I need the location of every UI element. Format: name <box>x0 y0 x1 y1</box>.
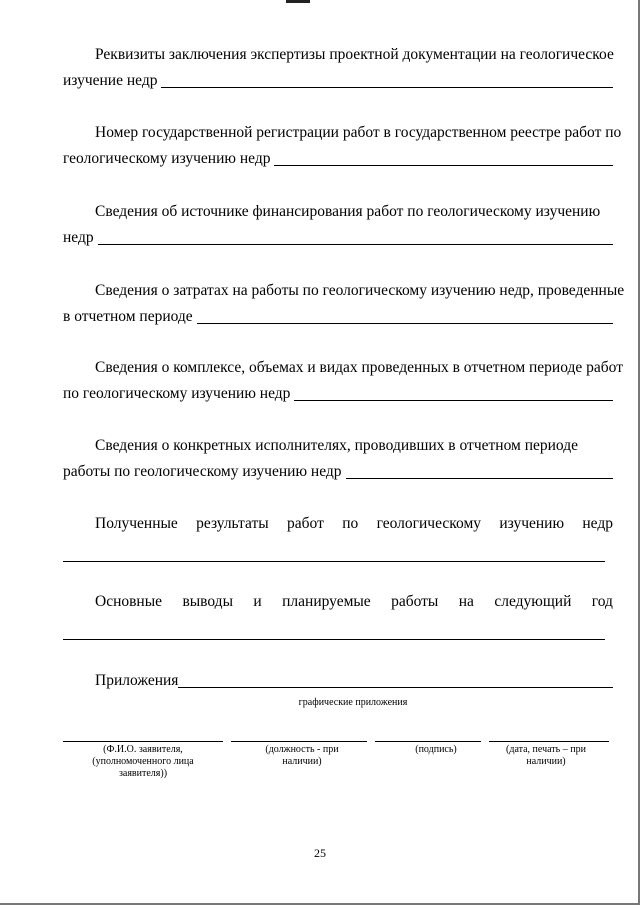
field-blank-line[interactable] <box>346 477 613 479</box>
field-label-line2: недр <box>63 229 94 246</box>
signature-caption-date: (дата, печать – при наличии) <box>506 744 586 767</box>
field-financing-source <box>63 199 613 251</box>
field-blank-line[interactable] <box>98 243 613 245</box>
signature-line-signature[interactable] <box>375 741 481 742</box>
field-label-line2: работы по геологическому изучению недр <box>63 463 342 480</box>
field-work-scope <box>63 355 623 407</box>
conclusions-label: Основные выводы и планируемые работы на следующий год <box>95 593 613 610</box>
field-label-line1: Реквизиты заключения экспертизы проектной документации на геологическое <box>95 46 614 63</box>
signature-line-date[interactable] <box>489 741 609 742</box>
field-label-line1: Сведения о конкретных исполнителях, проводивших в отчетном периоде <box>95 437 578 454</box>
field-label-line2: изучение недр <box>63 72 158 89</box>
field-label-line2: в отчетном периоде <box>63 308 193 325</box>
signature-caption-position: (должность - при наличии) <box>265 744 339 767</box>
page-number: 25 <box>314 846 326 860</box>
signature-line-fio[interactable] <box>63 741 223 742</box>
field-results <box>63 511 613 562</box>
field-label-line1: Сведения о затратах на работы по геологическому изучению недр, проведенные <box>95 282 625 299</box>
signature-line-position[interactable] <box>231 741 367 742</box>
field-label-line2: по геологическому изучению недр <box>63 385 291 402</box>
field-label-line2: геологическому изучению недр <box>63 150 271 167</box>
field-blank-line[interactable] <box>197 322 613 324</box>
field-contractors <box>63 433 613 485</box>
field-registration-number <box>63 120 622 172</box>
attachments-label: Приложения <box>95 672 179 689</box>
signature-caption-signature: (подпись) <box>415 744 457 755</box>
field-label-line1: Номер государственной регистрации работ в государственном реестре работ по <box>95 124 622 141</box>
field-expertise-details <box>63 42 613 94</box>
field-conclusions <box>63 589 613 640</box>
field-blank-line[interactable] <box>178 686 613 688</box>
scan-top-mark <box>286 0 310 3</box>
field-attachments <box>63 668 613 694</box>
field-blank-line[interactable] <box>274 164 613 166</box>
attachments-caption: графические приложения <box>298 697 408 708</box>
field-blank-line[interactable] <box>161 86 613 88</box>
field-blank-line[interactable] <box>63 615 605 640</box>
field-blank-line[interactable] <box>294 399 613 401</box>
field-label-line1: Сведения о комплексе, объемах и видах проведенных в отчетном периоде работ <box>95 359 623 376</box>
field-label-line1: Сведения об источнике финансирования работ по геологическому изучению <box>95 203 601 220</box>
results-label: Полученные результаты работ по геологическому изучению недр <box>95 515 613 532</box>
signature-caption-fio: (Ф.И.О. заявителя, (уполномоченного лица заявителя)) <box>92 744 194 779</box>
field-costs <box>63 278 625 330</box>
field-blank-line[interactable] <box>63 537 605 562</box>
